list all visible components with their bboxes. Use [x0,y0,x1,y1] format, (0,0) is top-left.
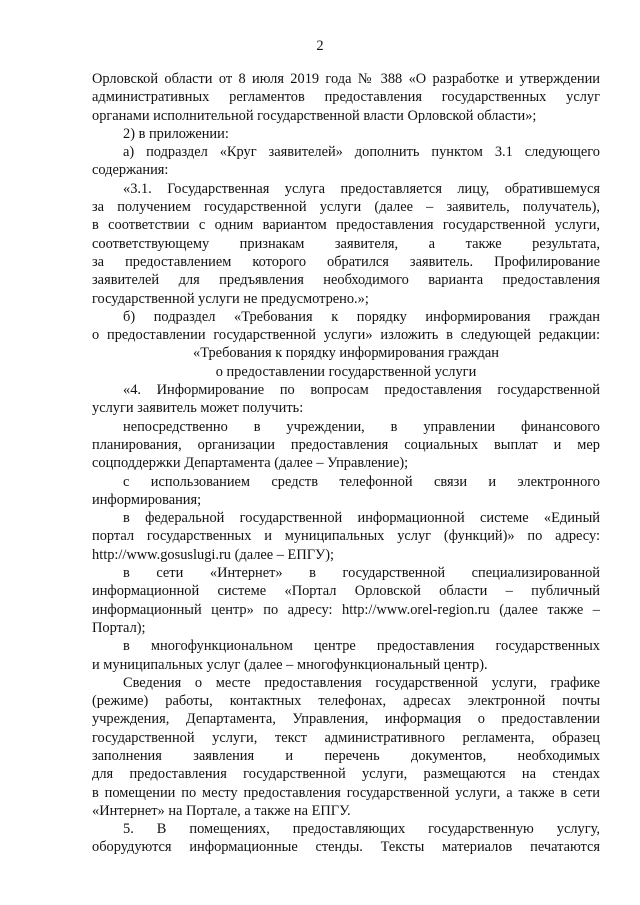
page-number: 2 [316,38,324,54]
text-line: за получением государственной услуги (далее – заявитель, получатель), [92,199,600,216]
text-line: заявителей для предъявления необходимого варианта предоставления [92,272,600,289]
text-line: органами исполнительной государственной власти Орловской области»; [92,107,537,124]
text-line: оборудуются информационные стенды. Тексты материалов печатаются [92,839,600,856]
text-line: содержания: [92,162,169,179]
text-line: в сети «Интернет» в государственной специализированной [123,565,600,582]
text-line: о предоставлении государственной услуги [215,363,477,380]
text-line: «Интернет» на Портале, а также на ЕПГУ. [92,802,351,819]
text-line: государственной услуги не предусмотрено.»; [92,290,369,307]
text-line: заполнения заявления и перечень документов, необходимых [92,747,600,764]
text-line: непосредственно в учреждении, в управлении финансового [123,418,600,435]
text-line: с использованием средств телефонной связи и электронного [123,473,600,490]
text-line: за предоставлением которого обратился заявитель. Профилирование [92,253,600,270]
text-line: информирования; [92,491,202,508]
text-line: в соответствии с одним вариантом предоставления государственной услуги, [92,217,600,234]
text-line: в федеральной государственной информационной системе «Единый [123,510,600,527]
text-line: в помещении по месту предоставления государственной услуги, а также в сети [92,784,600,801]
text-line: «4. Информирование по вопросам предоставления государственной [123,382,600,399]
text-line: http://www.gosuslugi.ru (далее – ЕПГУ); [92,546,335,563]
text-line: «Требования к порядку информирования граждан [193,345,499,362]
text-line: Сведения о месте предоставления государственной услуги, графике [123,674,600,691]
text-line: а) подраздел «Круг заявителей» дополнить пунктом 3.1 следующего [123,144,600,161]
text-line: планирования, организации предоставления социальных выплат и мер [92,436,600,453]
text-line: 5. В помещениях, предоставляющих государственную услугу, [123,821,600,838]
text-line: 2) в приложении: [123,125,229,142]
text-line: учреждения, Департамента, Управления, информация о предоставлении [92,711,600,728]
text-line: (режиме) работы, контактных телефонах, адресах электронной почты [92,693,600,710]
text-line: услуги заявитель может получить: [92,400,304,417]
text-line: соцподдержки Департамента (далее – Управление); [92,455,409,472]
text-line: административных регламентов предоставления государственных услуг [92,89,600,106]
text-line: для предоставления государственной услуги, размещаются на стендах [92,766,600,783]
text-line: «3.1. Государственная услуга предоставляется лицу, обратившемуся [123,180,600,197]
text-line: Орловской области от 8 июля 2019 года № 388 «О разработке и утверждении [92,71,600,87]
text-line: в многофункциональном центре предоставления государственных [123,638,600,655]
text-line: и муниципальных услуг (далее – многофункциональный центр). [92,656,488,673]
text-line: информационной системе «Портал Орловской области – публичный [92,583,600,600]
text-line: соответствующему признакам заявителя, а также результата, [92,235,600,252]
text-line: информационный центр» по адресу: http://www.orel-region.ru (далее также – [92,601,600,618]
document-body [92,70,600,857]
text-line: портал государственных и муниципальных услуг (функций)» по адресу: [92,528,600,545]
text-line: б) подраздел «Требования к порядку информирования граждан [123,308,600,325]
text-line: о предоставлении государственной услуги» изложить в следующей редакции: [92,327,600,344]
text-line: государственной услуги, текст административного регламента, образец [92,729,600,746]
text-line: Портал); [92,619,146,636]
